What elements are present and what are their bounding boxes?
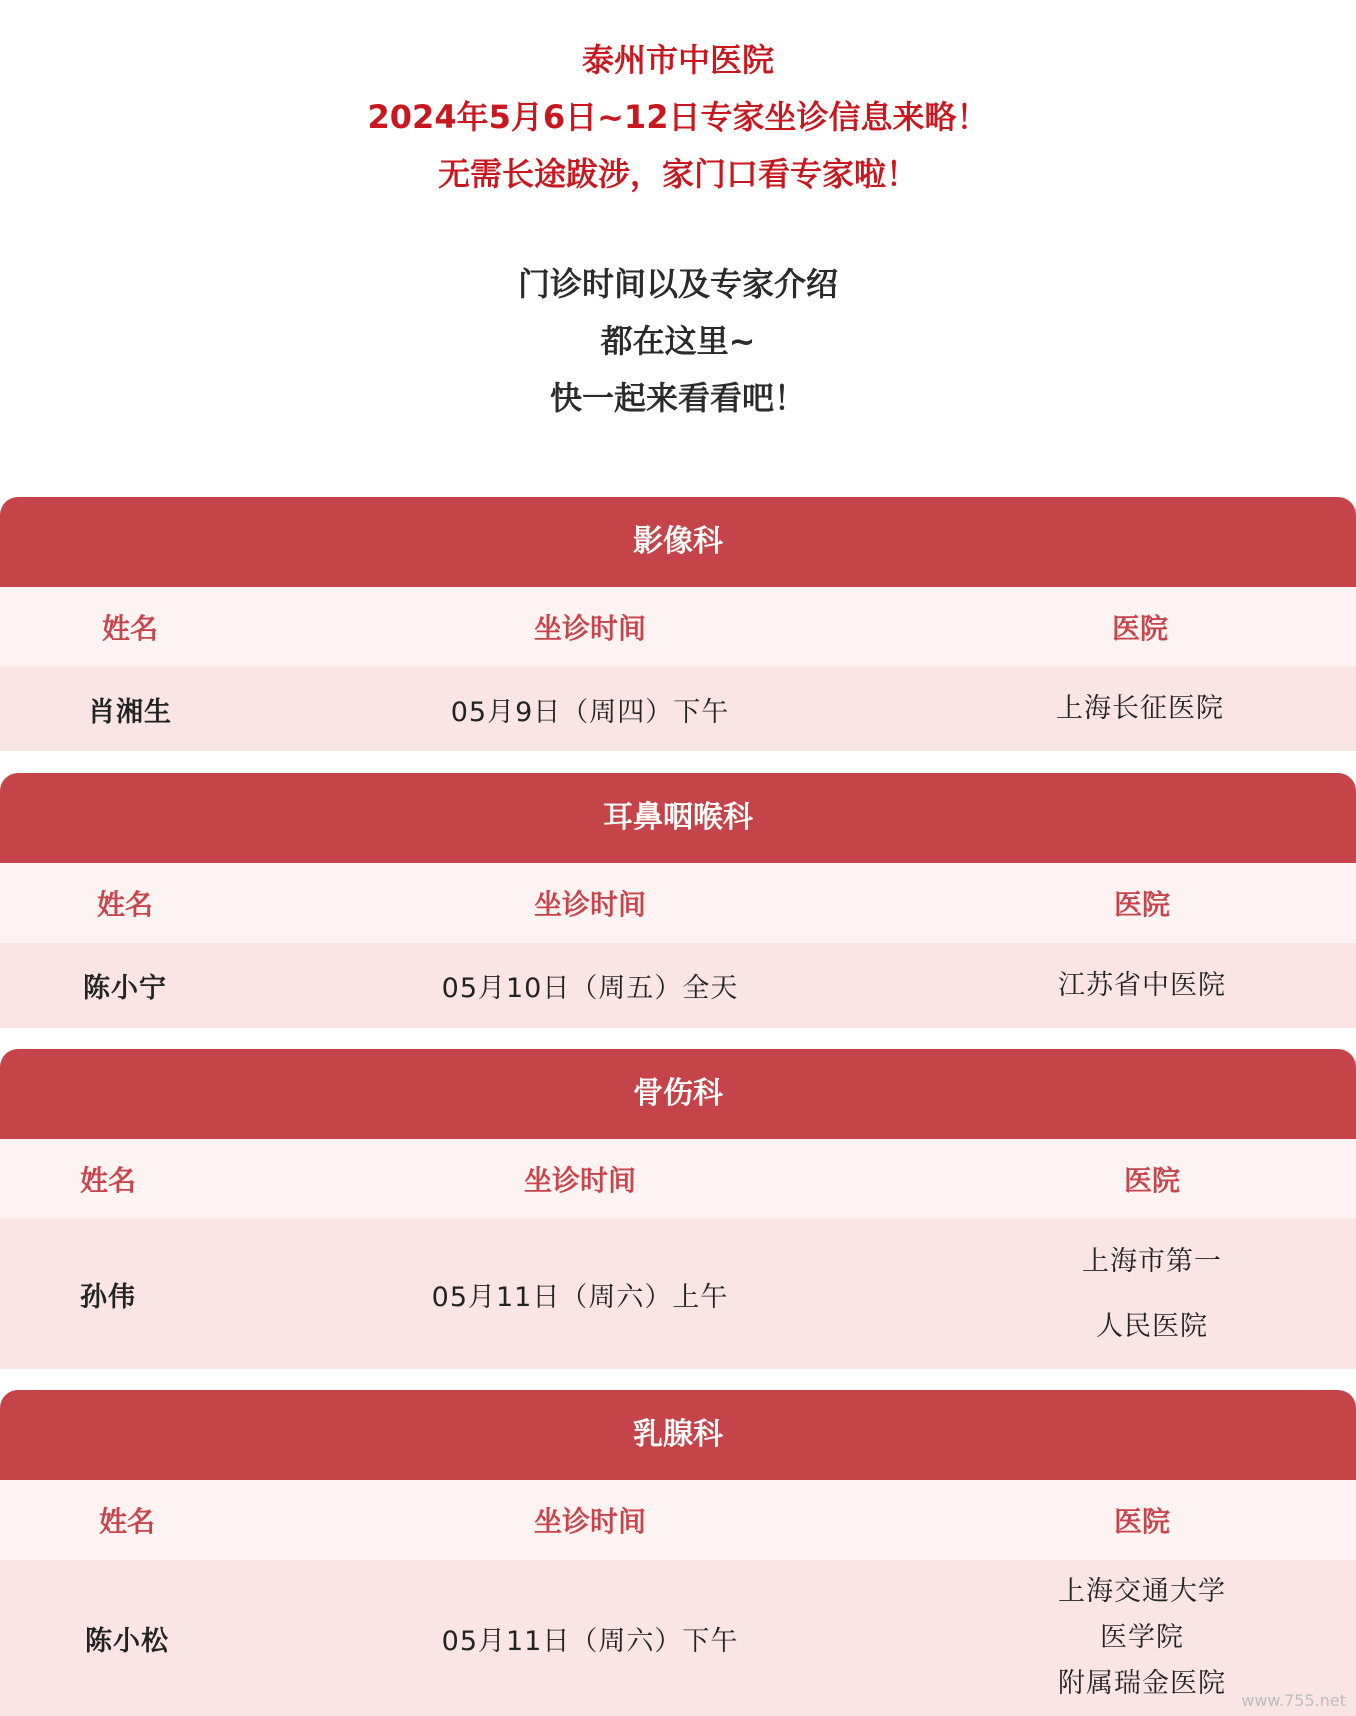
- table-header-row: [0, 587, 1356, 667]
- department-card-orthopedics: [0, 1049, 1356, 1369]
- hospital-line: 人民医院: [1096, 1311, 1208, 1342]
- department-title: 骨伤科: [0, 1049, 1356, 1139]
- hospital-name-cell: [1002, 1219, 1302, 1369]
- table-row: [0, 1560, 1356, 1716]
- clinic-time: 05月9日（周四）下午: [450, 696, 730, 728]
- column-header-name: 姓名: [98, 1505, 155, 1538]
- hospital-name: 泰州市中医院: [581, 41, 774, 79]
- table-header-row: [0, 1480, 1356, 1560]
- hospital-name-cell: [990, 667, 1290, 751]
- hospital-name-cell: [992, 943, 1292, 1028]
- column-header-time: 坐诊时间: [533, 612, 646, 645]
- column-header-name: 姓名: [101, 612, 158, 645]
- column-header-hospital: 医院: [1113, 888, 1170, 921]
- column-header-time: 坐诊时间: [533, 888, 646, 921]
- intro-line-2: 都在这里~: [600, 322, 756, 360]
- hospital-line: 上海长征医院: [1056, 693, 1224, 724]
- hospital-line: 上海市第一: [1082, 1246, 1222, 1277]
- clinic-time: 05月11日（周六）下午: [441, 1625, 739, 1657]
- table-row: [0, 667, 1356, 751]
- department-card-imaging: [0, 497, 1356, 751]
- column-header-time: 坐诊时间: [523, 1164, 636, 1197]
- clinic-time: 05月10日（周五）全天: [441, 973, 739, 1004]
- table-row: [0, 1219, 1356, 1369]
- department-title: 耳鼻咽喉科: [0, 773, 1356, 863]
- intro-line-3: 快一起来看看吧！: [549, 379, 806, 417]
- column-header-hospital: 医院: [1123, 1164, 1180, 1197]
- department-title: 影像科: [0, 497, 1356, 587]
- slogan: 无需长途跋涉，家门口看专家啦！: [437, 155, 918, 193]
- doctor-name: 陈小宁: [83, 973, 167, 1004]
- schedule-headline: 2024年5月6日~12日专家坐诊信息来略！: [367, 98, 989, 136]
- department-card-ent: [0, 773, 1356, 1028]
- column-header-time: 坐诊时间: [533, 1505, 646, 1538]
- department-title: 乳腺科: [0, 1390, 1356, 1480]
- doctor-name: 肖湘生: [88, 696, 172, 728]
- intro-section: [0, 32, 1356, 427]
- department-card-breast: [0, 1390, 1356, 1716]
- hospital-line: 附属瑞金医院: [1058, 1668, 1226, 1699]
- column-header-name: 姓名: [96, 888, 153, 921]
- table-header-row: [0, 863, 1356, 943]
- watermark: www.755.net: [1241, 1691, 1346, 1710]
- clinic-time: 05月11日（周六）上午: [431, 1281, 729, 1313]
- table-header-row: [0, 1139, 1356, 1219]
- column-header-hospital: 医院: [1111, 612, 1168, 645]
- column-header-name: 姓名: [79, 1164, 136, 1197]
- table-row: [0, 943, 1356, 1028]
- hospital-line: 医学院: [1100, 1622, 1184, 1653]
- intro-line-1: 门诊时间以及专家介绍: [517, 265, 838, 303]
- column-header-hospital: 医院: [1113, 1505, 1170, 1538]
- doctor-name: 陈小松: [85, 1625, 169, 1657]
- hospital-line: 江苏省中医院: [1058, 969, 1226, 1001]
- hospital-line: 上海交通大学: [1058, 1576, 1226, 1607]
- doctor-name: 孙伟: [80, 1281, 136, 1313]
